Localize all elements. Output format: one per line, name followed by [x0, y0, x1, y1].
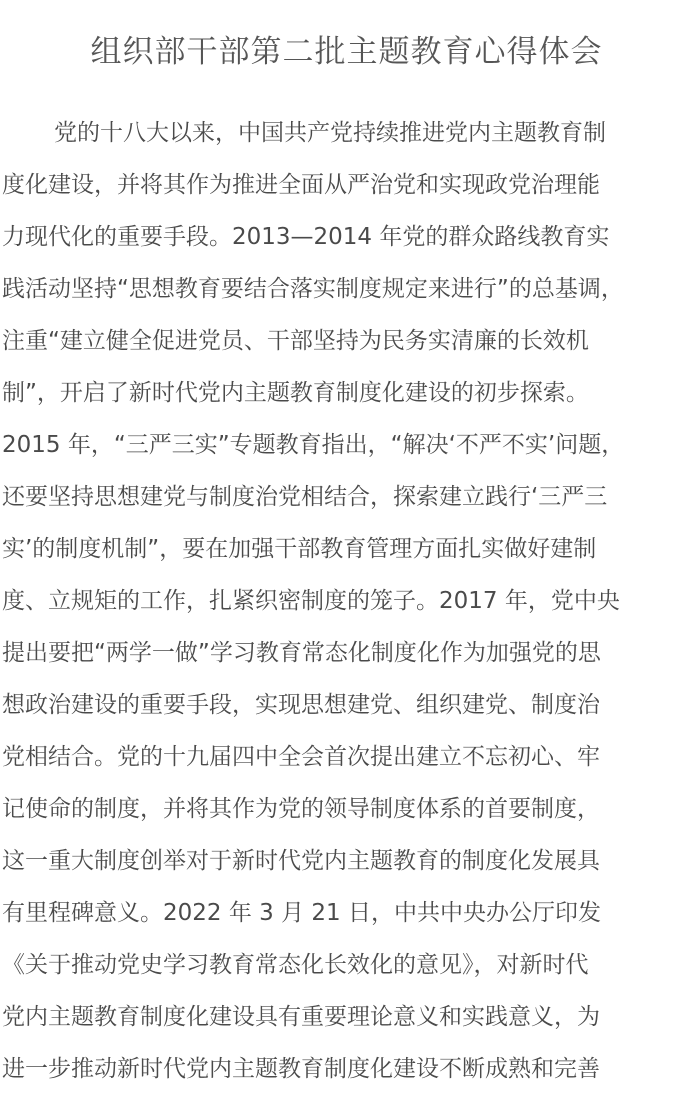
body-line: 这一重大制度创举对于新时代党内主题教育的制度化发展具	[2, 848, 600, 874]
body-line: 力现代化的重要手段。2013—2014 年党的群众路线教育实	[2, 224, 610, 250]
body-line: 践活动坚持“思想教育要结合落实制度规定来进行”的总基调，	[2, 276, 624, 302]
body-line: 提出要把“两学一做”学习教育常态化制度化作为加强党的思	[2, 640, 601, 666]
body-line: 还要坚持思想建党与制度治党相结合，探索建立践行‘三严三	[2, 484, 608, 510]
body-line: 进一步推动新时代党内主题教育制度化建设不断成熟和完善	[2, 1056, 600, 1082]
body-line: 2015 年，“三严三实”专题教育指出，“解决‘不严不实’问题，	[2, 432, 625, 458]
body-line: 党的十八大以来，中国共产党持续推进党内主题教育制	[54, 120, 606, 146]
body-line: 《关于推动党史学习教育常态化长效化的意见》，对新时代	[2, 952, 589, 978]
article-body	[0, 107, 693, 1095]
article-title: 组织部干部第二批主题教育心得体会	[90, 34, 603, 70]
body-line: 实’的制度机制”，要在加强干部教育管理方面扎实做好建制	[2, 536, 597, 562]
body-line: 想政治建设的重要手段，实现思想建党、组织建党、制度治	[2, 692, 600, 718]
body-line: 制”，开启了新时代党内主题教育制度化建设的初步探索。	[2, 380, 589, 406]
body-line: 党内主题教育制度化建设具有重要理论意义和实践意义，为	[2, 1004, 600, 1030]
body-line: 记使命的制度，并将其作为党的领导制度体系的首要制度，	[2, 796, 600, 822]
body-line: 党相结合。党的十九届四中全会首次提出建立不忘初心、牢	[2, 744, 600, 770]
body-line: 度化建设，并将其作为推进全面从严治党和实现政党治理能	[2, 172, 600, 198]
body-line: 度、立规矩的工作，扎紧织密制度的笼子。2017 年，党中央	[2, 588, 620, 614]
body-line: 有里程碑意义。2022 年 3 月 21 日，中共中央办公厅印发	[2, 900, 601, 926]
body-line: 注重“建立健全促进党员、干部坚持为民务实清廉的长效机	[2, 328, 589, 354]
